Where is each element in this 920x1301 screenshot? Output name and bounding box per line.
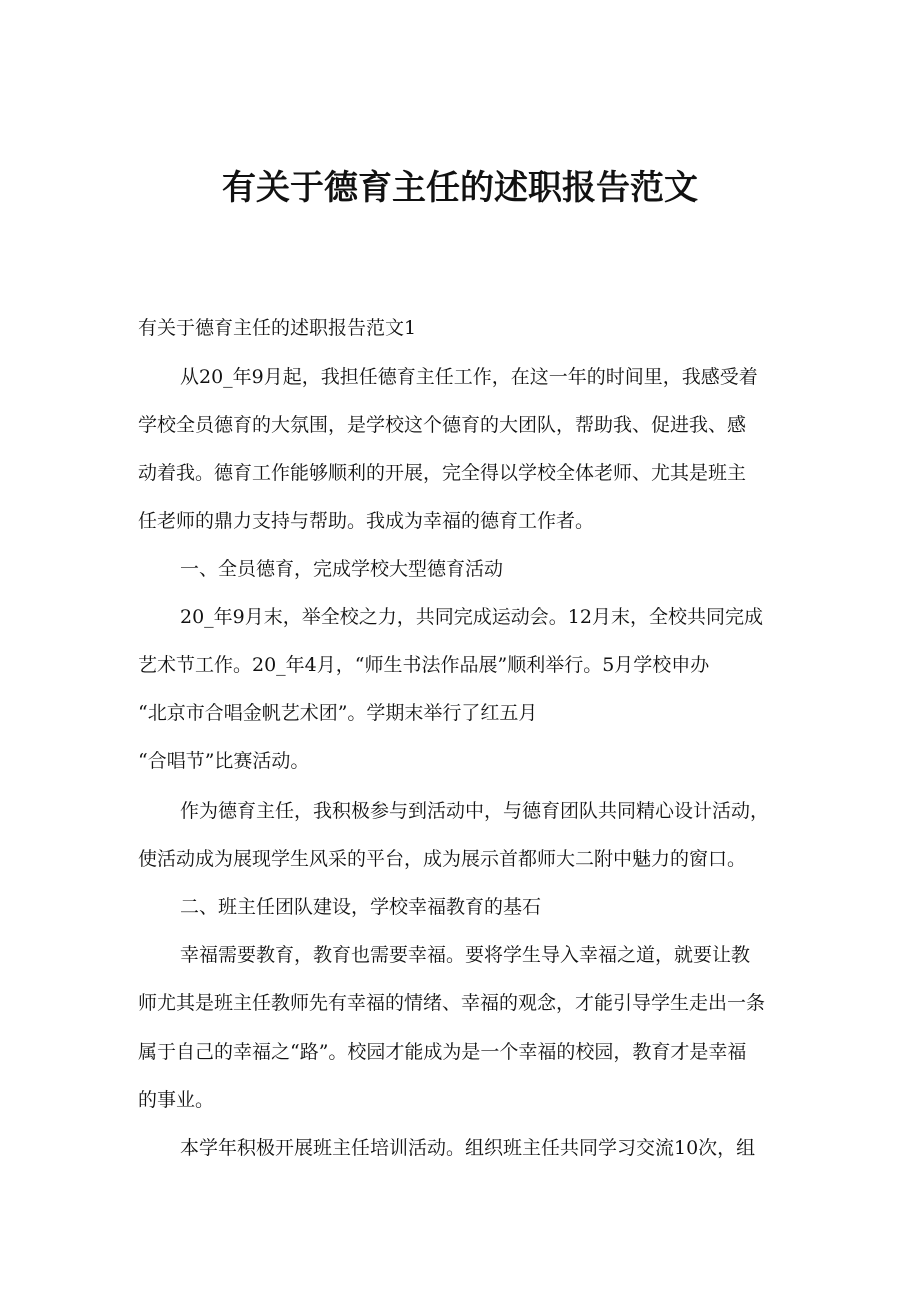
section-heading: 有关于德育主任的述职报告范文1 (138, 317, 417, 339)
paragraph-line: 本学年积极开展班主任培训活动。组织班主任共同学习交流10次，组 (180, 1137, 756, 1159)
paragraph-line: 任老师的鼎力支持与帮助。我成为幸福的德育工作者。 (138, 510, 595, 532)
paragraph-line: 从20_年9月起，我担任德育主任工作，在这一年的时间里，我感受着 (180, 366, 758, 388)
paragraph-line: “北京市合唱金帆艺术团”。学期末举行了红五月 (138, 702, 538, 724)
document-title: 有关于德育主任的述职报告范文 (222, 168, 698, 208)
paragraph-line: 师尤其是班主任教师先有幸福的情绪、幸福的观念，才能引导学生走出一条 (138, 992, 766, 1014)
paragraph-line: 属于自己的幸福之“路”。校园才能成为是一个幸福的校园，教育才是幸福 (138, 1041, 747, 1063)
paragraph-line: 的事业。 (138, 1089, 215, 1111)
paragraph-line: “合唱节”比赛活动。 (138, 750, 310, 772)
paragraph-line: 20_年9月末，举全校之力，共同完成运动会。12月末，全校共同完成 (180, 606, 763, 628)
paragraph-line: 作为德育主任，我积极参与到活动中，与德育团队共同精心设计活动， (180, 800, 770, 822)
paragraph-line: 艺术节工作。20_年4月，“师生书法作品展”顺利举行。5月学校申办 (138, 654, 710, 676)
paragraph-line: 学校全员德育的大氛围，是学校这个德育的大团队，帮助我、促进我、感 (138, 414, 747, 436)
paragraph-line: 动着我。德育工作能够顺利的开展，完全得以学校全体老师、尤其是班主 (138, 462, 747, 484)
paragraph-line: 使活动成为展现学生风采的平台，成为展示首都师大二附中魅力的窗口。 (138, 848, 747, 870)
section-heading: 一、全员德育，完成学校大型德育活动 (180, 558, 504, 580)
paragraph-line: 幸福需要教育，教育也需要幸福。要将学生导入幸福之道，就要让教 (180, 944, 751, 966)
section-heading: 二、班主任团队建设，学校幸福教育的基石 (180, 896, 542, 918)
